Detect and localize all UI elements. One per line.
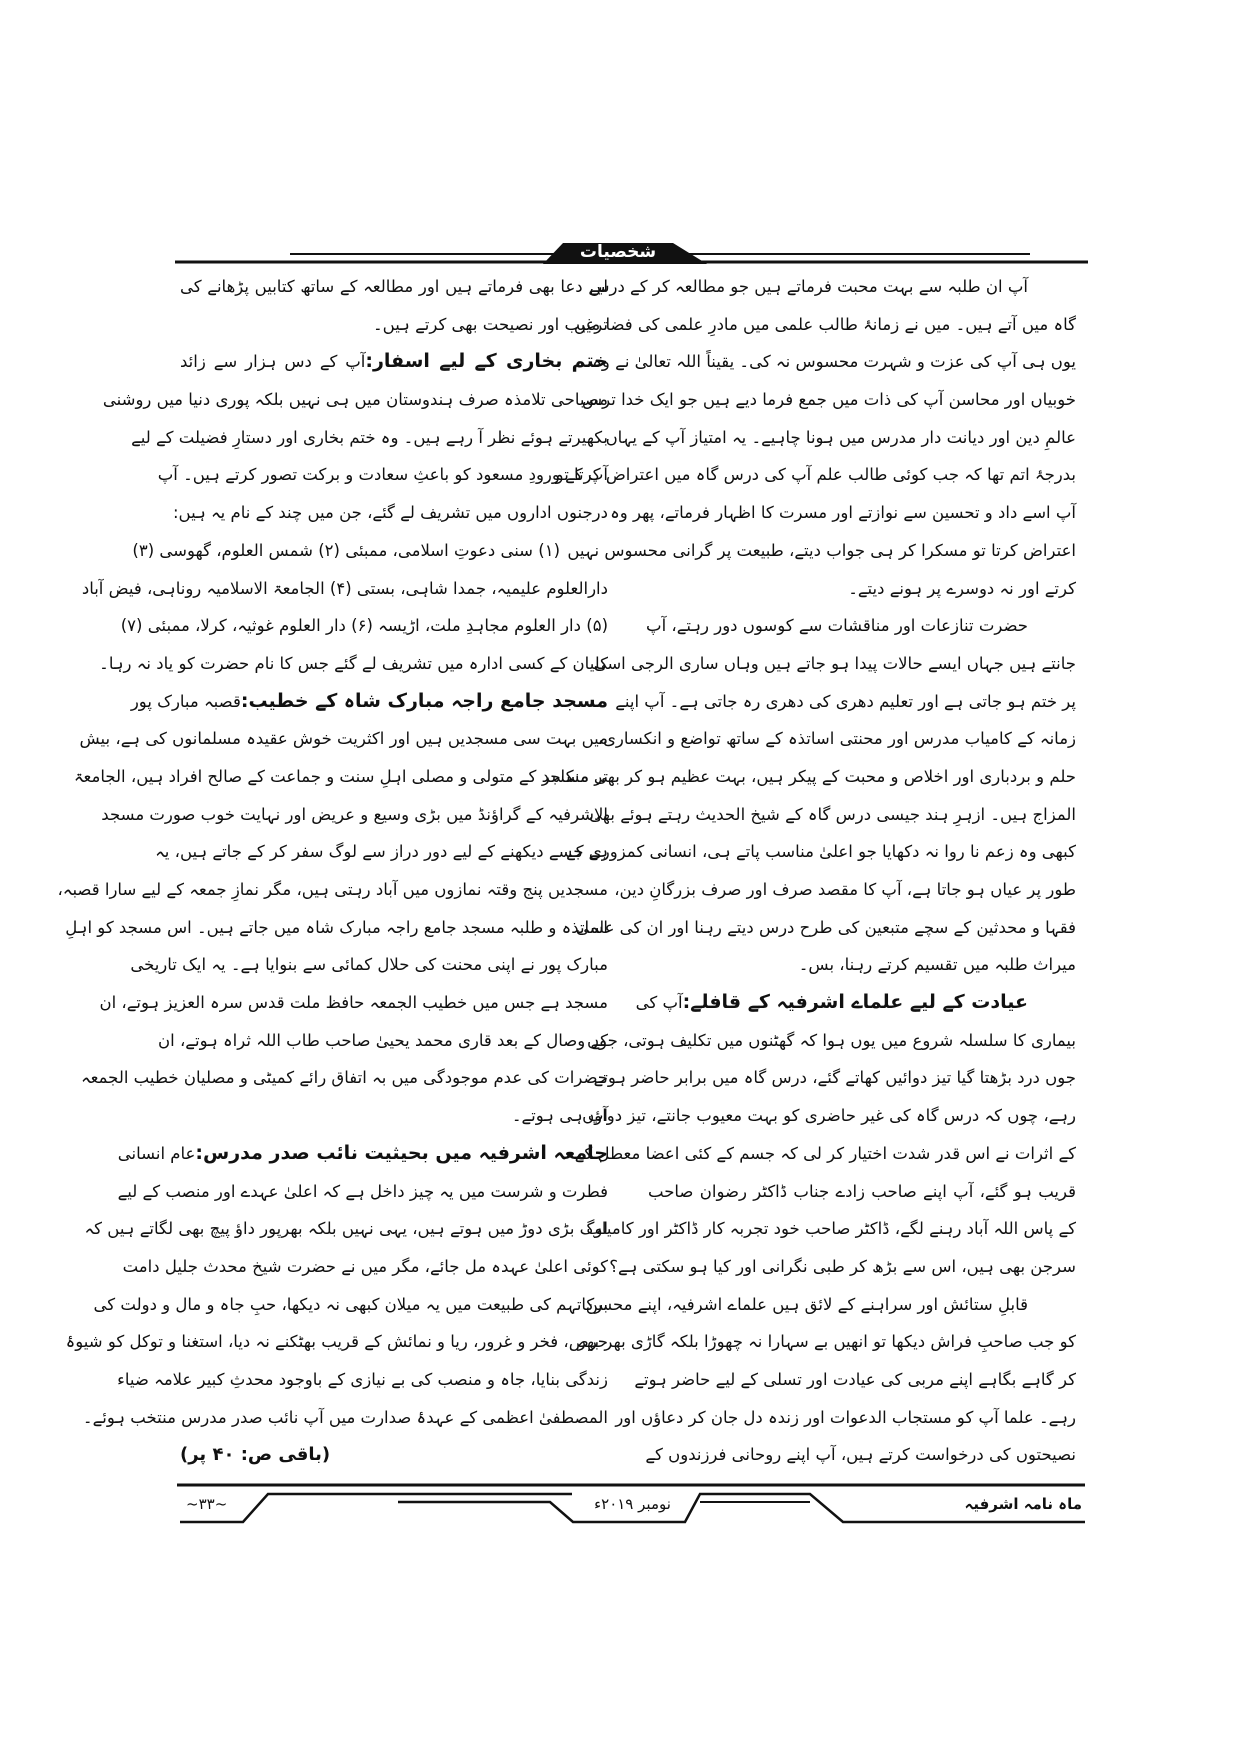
line-text: فطرت و شرست میں یہ چیز داخل ہے کہ اعلیٰ عہدے اور منصب کے لیے: [117, 1181, 608, 1201]
line-text: حلم و بردباری اور اخلاص و محبت کے پیکر ہیں، بہت عظیم ہو کر بھی منکسر: [541, 766, 1076, 786]
text-line: [575, 909, 1076, 947]
line-text: کرتے اور نہ دوسرے پر ہونے دیتے۔: [848, 578, 1076, 598]
text-line: [589, 268, 1076, 306]
text-line: [93, 1286, 608, 1324]
line-text: کے وصال کے بعد قاری محمد یحییٰ صاحب طاب اللہ ثراہ ہوتے، ان: [158, 1030, 608, 1050]
text-line: [541, 758, 1076, 796]
line-text: بکھیرتے ہوئے نظر آ رہے ہیں۔ وہ ختم بخاری اور دستارِ فضیلت کے لیے: [131, 427, 608, 447]
line-text: لوگ بڑی دوڑ میں ہوتے ہیں، یہی نہیں بلکہ بھرپور داؤ پیچ بھی لگاتے ہیں کہ: [84, 1219, 608, 1239]
line-text: اعتراض کرتا تو مسکرا کر ہی جواب دیتے، طبیعت پر گرانی محسوس نہیں: [567, 540, 1076, 560]
text-line: [592, 343, 1076, 381]
line-text: یوں ہی آپ کی عزت و شہرت محسوس نہ کی۔ یقیناً اللہ تعالیٰ نے وہ: [592, 352, 1076, 372]
text-line: [648, 1173, 1076, 1211]
line-text: آپ کے دس ہزار سے زائد: [180, 352, 366, 372]
line-text: قریب ہو گئے، آپ اپنے صاحب زادے جناب ڈاکٹر رضوان صاحب: [648, 1181, 1076, 1201]
text-line: [82, 1399, 608, 1437]
text-line: [117, 1135, 608, 1173]
line-text: آپ اسے داد و تحسین سے نوازتے اور مسرت کا اظہار فرماتے، پھر وہ: [610, 503, 1076, 523]
text-line: [615, 1399, 1076, 1437]
line-text: حرص، فخر و غرور، ریا و نمائش کے قریب بھٹکنے نہ دیا، استغنا و توکل کو شیوۂ: [65, 1332, 608, 1352]
line-text: لیے دعا بھی فرماتے ہیں اور مطالعہ کے ساتھ کتابیں پڑھانے کی: [180, 277, 608, 296]
left-column: [57, 268, 608, 1474]
section-heading: عیادت کے لیے علماے اشرفیہ کے قافلے:: [682, 991, 1028, 1014]
line-text: قابلِ ستائش اور سراہنے کے لائق ہیں علماے اشرفیہ، اپنے محسن: [585, 1294, 1028, 1314]
text-line: [587, 1022, 1076, 1060]
text-line: [567, 532, 1076, 570]
footer-page-number: ~۳۳~: [186, 1495, 228, 1513]
text-line: [180, 268, 608, 306]
footer-magazine-name: ماہ نامہ اشرفیہ: [964, 1495, 1082, 1513]
line-text: عالمِ دین اور دیانت دار مدرس میں ہونا چاہیے۔ یہ امتیاز آپ کے یہاں: [605, 427, 1076, 447]
text-line: [648, 570, 1076, 608]
text-line: [566, 833, 1076, 871]
text-line: [605, 419, 1076, 457]
line-text: نصیحتوں کی درخواست کرتے ہیں، آپ اپنے روحانی فرزندوں کے: [645, 1445, 1076, 1465]
text-line: [635, 984, 1076, 1022]
line-text: آپ کے ورودِ مسعود کو باعثِ سعادت و برکت تصور کرتے ہیں۔ آپ: [157, 465, 608, 485]
text-line: [555, 456, 1076, 494]
line-text: میراث طلبہ میں تقسیم کرتے رہنا، بس۔: [798, 955, 1076, 975]
text-line: [180, 306, 608, 344]
text-line: [609, 1248, 1076, 1286]
line-text: (۵) دار العلوم مجاہدِ ملت، اڑیسہ (۶) دار العلوم غوثیہ، کرلا، ممبئی (۷): [120, 616, 608, 636]
line-text: پر ختم ہو جاتی ہے اور تعلیم دھری کی دھری رہ جاتی ہے۔ آپ اپنے: [615, 691, 1076, 711]
continued-note: [180, 1436, 608, 1474]
text-line: [645, 1436, 1076, 1474]
text-line: [582, 1097, 1076, 1135]
text-line: [589, 796, 1076, 834]
line-text: المزاج ہیں۔ ازہرِ ہند جیسی درس گاہ کے شیخ الحدیث رہتے ہوئے بھی: [589, 804, 1076, 824]
line-text: آپ ان طلبہ سے بہت محبت فرماتے ہیں جو مطالعہ کر کے درس: [589, 277, 1028, 296]
text-line: [593, 1059, 1076, 1097]
text-line: [79, 720, 608, 758]
line-text: مسجدیں پنج وقتہ نمازوں میں آباد رہتی ہیں، مگر نمازِ جمعہ کے لیے سارا قصبہ،: [57, 880, 608, 899]
text-line: [81, 570, 608, 608]
line-text: کبھی وہ زعم نا روا نہ دکھایا جو اعلیٰ مناسب پاتے ہی، انسانی کمزوری کے: [566, 842, 1076, 862]
text-line: [130, 683, 608, 721]
text-line: [155, 833, 608, 871]
line-text: مسجد ہے جس میں خطیب الجمعہ حافظ ملت قدس سرہ العزیز ہوتے، ان: [99, 993, 608, 1013]
line-text: بیماری کا سلسلہ شروع میں یوں ہوا کہ گھٹنوں میں تکلیف ہوتی، جوں: [587, 1030, 1076, 1050]
text-line: [117, 1173, 608, 1211]
line-text: (باقی ص: ۴۰ پر): [180, 1444, 331, 1466]
line-text: حضرت تنازعات اور مناقشات سے کوسوں دور رہتے، آپ: [646, 616, 1028, 636]
line-text: مبارک پور نے اپنی محنت کی حلال کمائی سے بنوایا ہے۔ یہ ایک تاریخی: [130, 955, 608, 975]
section-heading: جامعہ اشرفیہ میں بحیثیت نائب صدر مدرس:: [195, 1141, 608, 1164]
line-text: میں بہت سی مسجدیں ہیں اور اکثریت خوش عقیدہ مسلمانوں کی ہے، بیش: [79, 729, 608, 749]
text-line: [81, 1059, 608, 1097]
text-line: [180, 1097, 608, 1135]
section-title: شخصیات: [579, 242, 657, 262]
line-text: آپ کی: [635, 993, 683, 1013]
section-heading: مسجد جامع راجہ مبارک شاہ کے خطیب:: [240, 689, 608, 712]
line-text: کر گاہے بگاہے اپنے مربی کی عیادت اور تسلی کے لیے حاضر ہوتے: [634, 1369, 1076, 1389]
line-text: حضرات کی عدم موجودگی میں بہ اتفاق رائے کمیٹی و مصلیان خطیب الجمعہ: [81, 1068, 608, 1088]
line-text: خوبیاں اور محاسن آپ کی ذات میں جمع فرما دیے ہیں جو ایک خدا ترس: [581, 390, 1076, 410]
line-text: المصطفیٰ اعظمی کے عہدۂ صدارت میں آپ نائب صدر مدرس منتخب ہوئے۔: [82, 1407, 608, 1427]
text-line: [120, 607, 608, 645]
text-line: [102, 381, 608, 419]
text-line: [131, 419, 608, 457]
line-text: فقہا و محدثین کے سچے متبعین کی طرح درس دیتے رہنا اور ان کی علمی: [575, 917, 1076, 937]
text-line: [157, 456, 608, 494]
text-line: [610, 494, 1076, 532]
section-heading: ختم بخاری کے لیے اسفار:: [365, 350, 608, 373]
line-text: کلیان کے کسی ادارہ میں تشریف لے گئے جس کا نام حضرت کو یاد نہ رہا۔: [99, 653, 608, 673]
text-line: [158, 1022, 608, 1060]
line-text: گاہ میں آتے ہیں۔ میں نے زمانۂ طالب علمی میں مادرِ علمی کی فضا میں: [573, 314, 1076, 334]
line-text: کے پاس اللہ آباد رہنے لگے، ڈاکٹر صاحب خود تجربہ کار ڈاکٹر اور کامیاب: [586, 1219, 1076, 1239]
text-line: [65, 909, 608, 947]
line-text: الاشرفیہ کے گراؤنڈ میں بڑی وسیع و عریض اور نہایت خوب صورت مسجد: [101, 804, 608, 824]
text-line: [577, 1323, 1076, 1361]
text-line: [615, 683, 1076, 721]
text-line: [122, 1248, 608, 1286]
text-line: [581, 381, 1076, 419]
text-line: [117, 1361, 608, 1399]
text-line: [130, 946, 608, 984]
line-text: رہے۔ علما آپ کو مستجاب الدعوات اور زندہ دل جان کر دعاؤں اور: [615, 1407, 1076, 1427]
text-line: [180, 343, 608, 381]
line-text: جانتے ہیں جہاں ایسے حالات پیدا ہو جاتے ہیں وہاں ساری الرجی اسی: [593, 653, 1076, 673]
line-text: آپ ہی ہوتے۔: [511, 1106, 608, 1126]
line-text: جوں درد بڑھتا گیا تیز دوائیں کھاتے گئے، درس گاہ میں برابر حاضر ہوتے: [593, 1068, 1076, 1088]
text-line: [634, 1361, 1076, 1399]
line-text: بدرجۂ اتم تھا کہ جب کوئی طالب علم آپ کی درس گاہ میں اعتراض کرتا تو: [555, 465, 1076, 485]
line-text: زمانہ کے کامیاب مدرس اور محنتی اساتذہ کے ساتھ تواضع و انکساری،: [597, 729, 1076, 749]
line-text: درجنوں اداروں میں تشریف لے گئے، جن میں چند کے نام یہ ہیں:: [173, 503, 608, 523]
text-line: [648, 607, 1076, 645]
line-text: سرجن بھی ہیں، اس سے بڑھ کر طبی نگرانی اور کیا ہو سکتی ہے؟: [609, 1256, 1076, 1276]
line-text: کو جب صاحبِ فراش دیکھا تو انھیں بے سہارا نہ چھوڑا بلکہ گاڑی بھر بھر: [577, 1332, 1076, 1352]
text-line: [597, 720, 1076, 758]
text-line: [99, 645, 608, 683]
text-line: [648, 946, 1076, 984]
text-line: [99, 984, 608, 1022]
text-line: [73, 758, 608, 796]
line-text: ترغیب اور نصیحت بھی کرتے ہیں۔: [372, 314, 608, 334]
line-text: کوئی اعلیٰ عہدہ مل جائے، مگر میں نے حضرت شیخ محدث جلیل دامت: [122, 1256, 608, 1276]
text-line: [585, 1286, 1076, 1324]
line-text: کے اثرات نے اس قدر شدت اختیار کر لی کہ جسم کے کئی اعضا معطل کے: [574, 1143, 1076, 1163]
line-text: ہے جسے دیکھنے کے لیے دور دراز سے لوگ سفر کر کے جاتے ہیں، یہ: [155, 842, 608, 862]
text-line: [101, 796, 608, 834]
text-line: [173, 494, 608, 532]
line-text: رہے، چوں کہ درس گاہ کی غیر حاضری کو بہت معیوب جانتے، تیز دواؤں: [582, 1106, 1076, 1126]
line-text: تر مساجد کے متولی و مصلی اہلِ سنت و جماعت کے صالح افراد ہیں، الجامعۃ: [73, 766, 608, 786]
text-line: [614, 871, 1076, 909]
text-line: [84, 1210, 608, 1248]
line-text: قصبہ مبارک پور: [130, 691, 241, 711]
line-text: (۱) سنی دعوتِ اسلامی، ممبئی (۲) شمس العلوم، گھوسی (۳): [132, 540, 560, 560]
text-line: [65, 1323, 608, 1361]
footer-issue-date: نومبر ۲۰۱۹ء: [594, 1495, 671, 1513]
text-line: [573, 306, 1076, 344]
text-line: [132, 532, 608, 570]
text-line: [586, 1210, 1076, 1248]
line-text: اساتذہ و طلبہ مسجد جامع راجہ مبارک شاہ میں جاتے ہیں۔ اس مسجد کو اہلِ: [65, 917, 608, 937]
text-line: [593, 645, 1076, 683]
line-text: زندگی بنایا، جاہ و منصب کی بے نیازی کے باوجود محدثِ کبیر علامہ ضیاء: [117, 1369, 608, 1389]
line-text: عام انسانی: [117, 1143, 196, 1163]
line-text: برکاتہم کی طبیعت میں یہ میلان کبھی نہ دیکھا، حبِ جاہ و مال و دولت کی: [93, 1294, 608, 1314]
line-text: مصباحی تلامذہ صرف ہندوستان میں ہی نہیں بلکہ پوری دنیا میں روشنی: [102, 390, 608, 410]
line-text: طور پر عیاں ہو جاتا ہے، آپ کا مقصد صرف اور صرف بزرگانِ دین،: [614, 880, 1076, 899]
line-text: دارالعلوم علیمیہ، جمدا شاہی، بستی (۴) الجامعۃ الاسلامیہ روناہی، فیض آباد: [81, 578, 608, 598]
text-line: [574, 1135, 1076, 1173]
text-line: [57, 871, 608, 909]
